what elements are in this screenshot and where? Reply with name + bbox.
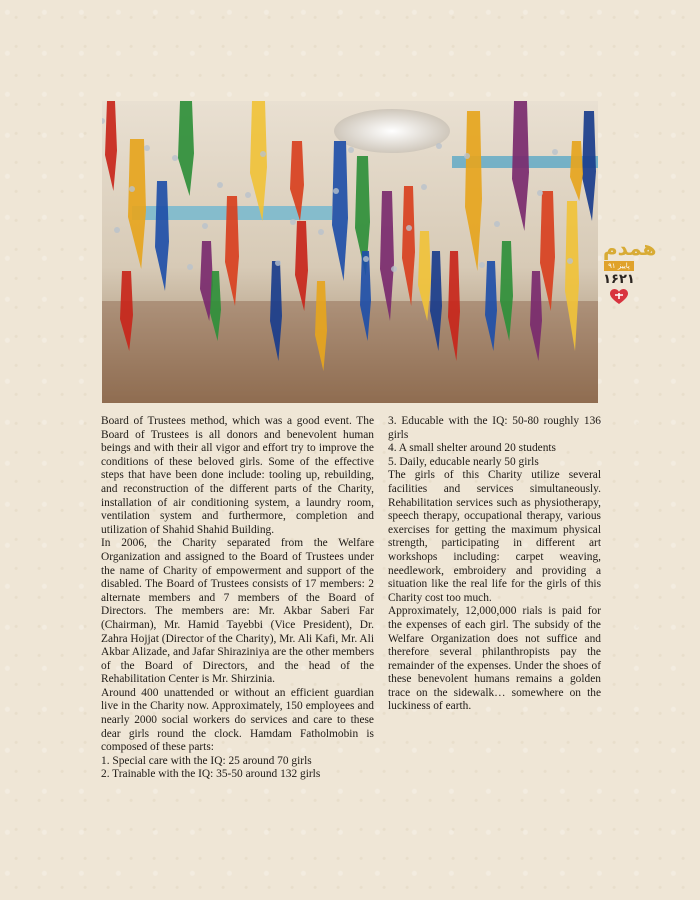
- bead: [217, 182, 223, 188]
- bead: [494, 221, 500, 227]
- paragraph: Around 400 unattended or without an efficient guardian live in the Charity now. Approximately, 150 employees and nearly 2000 social workers do services and care to these dear girls round the clock. Hamdam Fatholmobin is composed of these parts:: [101, 686, 374, 754]
- bead: [479, 262, 485, 268]
- issue-season: پاییز ۹۱: [604, 261, 634, 271]
- logo-wordmark: همدم: [603, 236, 657, 260]
- bead: [172, 155, 178, 161]
- bead: [187, 264, 193, 270]
- text-column-right: [388, 415, 601, 714]
- heart-icon: [610, 289, 628, 305]
- text-column-left: [101, 415, 374, 782]
- bead: [290, 219, 296, 225]
- bead: [318, 229, 324, 235]
- bead: [129, 186, 135, 192]
- ribbons-photo-illustration: [102, 101, 598, 403]
- bead: [202, 223, 208, 229]
- list-item: 4. A small shelter around 20 students: [388, 442, 556, 455]
- bead: [245, 192, 251, 198]
- bead: [436, 143, 442, 149]
- bead: [348, 147, 354, 153]
- magazine-logo: [602, 236, 657, 308]
- bead: [260, 151, 266, 157]
- paragraph: In 2006, the Charity separated from the Welfare Organization and assigned to the Board of Trustees under the name of Charity of empowerment and support of the disabled. The Board of Trustees consists of 17 members: 2 alternate members and 7 members of the Board of Directors. The members are: Mr. Akbar Saberi Far (Chairman), Mr. Hamid Tayebbi (Vice President), Dr. Zahra Hojjat (Director of the Charity), Mr. Ali Kafi, Mr. Ali Akbar Alizade, and Jafar Shiraziniya are the other members of the Board of Directors, and the head of the Rehabilitation Center is Mr. Shirzinia.: [101, 537, 374, 686]
- bead: [464, 153, 470, 159]
- room-floor: [102, 301, 598, 403]
- paragraph: Approximately, 12,000,000 rials is paid for the expenses of each girl. The subsidy of the Welfare Organization does not suffice and therefore several philanthropists pay the remainder of the expenses. Under the shoes of these benevolent humans remains a golden trace on the sidewalk… somewhere on the luckiness of earth.: [388, 605, 601, 713]
- paragraph: The girls of this Charity utilize several facilities and services simultaneously. Rehabilitation services such as physiotherapy, speech therapy, occupational therapy, various exercises for getting the maximum physical strength, participating in different art workshops including: carpet weaving, needlework, embroidery and providing a situation like the real life for the girls of this Charity cost too much.: [388, 469, 601, 604]
- paragraph: Board of Trustees method, which was a good event. The Board of Trustees is all donors and benevolent human beings and with their all vigor and effort try to improve the conditions of these beloved girls. Some of the effective steps that have been done include: tooling up, rebuilding, and reconstruction of the different parts of the Charity, installation of air conditioning system, a laundry room, ventilation system and furthermore, completion and utilization of Shahid Shahid Building.: [101, 415, 374, 536]
- bead: [552, 149, 558, 155]
- bead: [406, 225, 412, 231]
- bead: [144, 145, 150, 151]
- list-item: 5. Daily, educable nearly 50 girls: [388, 455, 539, 468]
- ceiling-lamp: [334, 109, 450, 153]
- bead: [114, 227, 120, 233]
- bead: [333, 188, 339, 194]
- bead: [421, 184, 427, 190]
- list-item: 1. Special care with the IQ: 25 around 70 girls: [101, 754, 312, 767]
- bead: [391, 266, 397, 272]
- ribbons-photo: [102, 101, 598, 403]
- list-item: 2. Trainable with the IQ: 35-50 around 132 girls: [101, 768, 321, 781]
- bead: [275, 260, 281, 266]
- bead: [363, 256, 369, 262]
- bead: [537, 190, 543, 196]
- issue-number: ۱۶۲۱: [603, 272, 635, 287]
- bead: [567, 258, 573, 264]
- list-item: 3. Educable with the IQ: 50-80 roughly 136 girls: [388, 415, 601, 441]
